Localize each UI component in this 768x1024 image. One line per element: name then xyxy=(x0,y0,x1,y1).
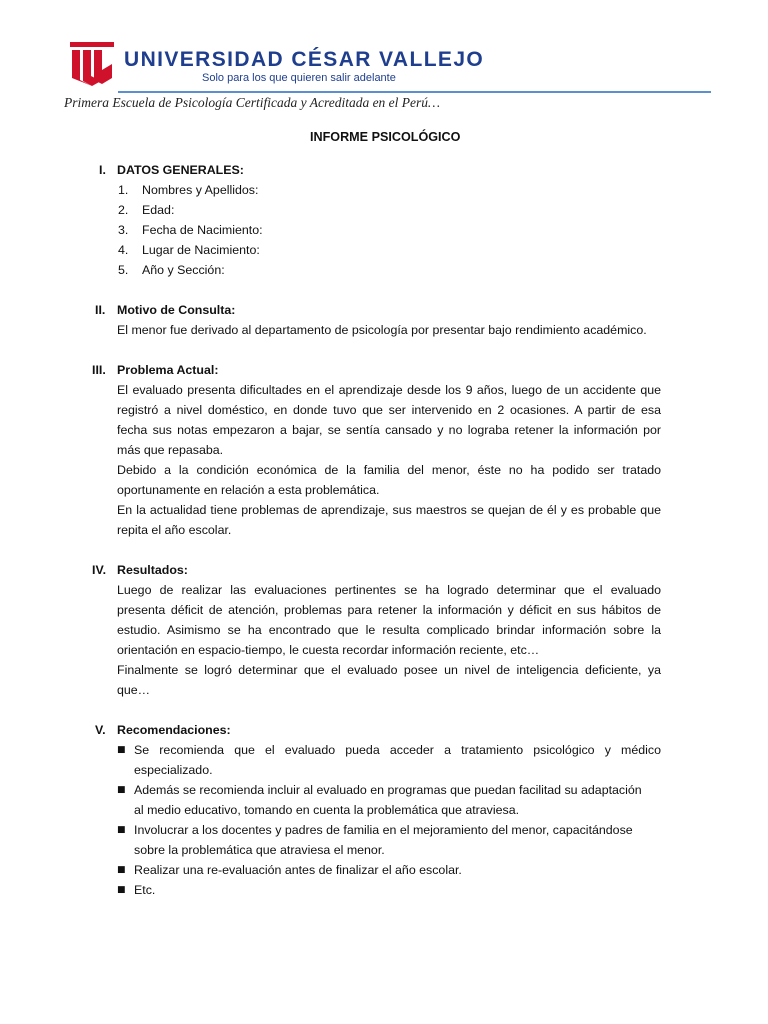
list-item-number: 1. xyxy=(118,183,129,197)
university-name: UNIVERSIDAD CÉSAR VALLEJO xyxy=(124,48,485,71)
paragraph-line: El menor fue derivado al departamento de psicología por presentar bajo rendimiento académico. xyxy=(117,323,647,337)
list-item: Lugar de Nacimiento: xyxy=(142,243,260,257)
header-tagline: Primera Escuela de Psicología Certificada y Acreditada en el Perú… xyxy=(64,95,441,110)
bullet-icon: ■ xyxy=(117,745,126,755)
list-item: Nombres y Apellidos: xyxy=(142,183,259,197)
paragraph-line: Debido a la condición económica de la familia del menor, éste no ha podido ser tratado xyxy=(117,463,661,477)
section-1-heading: DATOS GENERALES: xyxy=(117,163,244,177)
section-3-numeral: III. xyxy=(92,363,106,377)
bullet-icon: ■ xyxy=(117,825,126,835)
bullet-item: Involucrar a los docentes y padres de familia en el mejoramiento del menor, capacitándose xyxy=(134,823,633,837)
bullet-icon: ■ xyxy=(117,785,126,795)
paragraph-line: Luego de realizar las evaluaciones pertinentes se ha logrado determinar que el evaluado xyxy=(117,583,661,597)
paragraph-line: orientación en espacio-tiempo, le cuesta recordar información reciente, etc… xyxy=(117,643,540,657)
bullet-item: Realizar una re-evaluación antes de finalizar el año escolar. xyxy=(134,863,462,877)
header-divider xyxy=(118,91,711,93)
list-item: Año y Sección: xyxy=(142,263,225,277)
section-4-heading: Resultados: xyxy=(117,563,188,577)
paragraph-line: Finalmente se logró determinar que el evaluado posee un nivel de inteligencia deficiente, ya xyxy=(117,663,661,677)
list-item-number: 3. xyxy=(118,223,129,237)
bullet-icon: ■ xyxy=(117,865,126,875)
bullet-item: Se recomienda que el evaluado pueda acceder a tratamiento psicológico y médico xyxy=(134,743,661,757)
list-item-number: 4. xyxy=(118,243,129,257)
section-3-heading: Problema Actual: xyxy=(117,363,219,377)
paragraph-line: presenta déficit de atención, problemas para retener la información y déficit en sus hábitos de xyxy=(117,603,661,617)
bullet-item-continuation: especializado. xyxy=(134,763,213,777)
list-item-number: 2. xyxy=(118,203,129,217)
list-item-number: 5. xyxy=(118,263,129,277)
paragraph-line: estudio. Asimismo se ha encontrado que le resulta complicado brindar información sobre la xyxy=(117,623,661,637)
section-2-heading: Motivo de Consulta: xyxy=(117,303,236,317)
list-item: Edad: xyxy=(142,203,175,217)
paragraph-line: oportunamente en relación a esta problemática. xyxy=(117,483,380,497)
paragraph-line: registró a nivel doméstico, en donde tuvo que ser intervenido en 2 ocasiones. A partir de esa xyxy=(117,403,661,417)
bullet-icon: ■ xyxy=(117,885,126,895)
paragraph-line: El evaluado presenta dificultades en el aprendizaje desde los 9 años, luego de un accidente que xyxy=(117,383,661,397)
section-5-heading: Recomendaciones: xyxy=(117,723,231,737)
paragraph-line: En la actualidad tiene problemas de aprendizaje, sus maestros se quejan de él y es probable que xyxy=(117,503,661,517)
list-item: Fecha de Nacimiento: xyxy=(142,223,263,237)
ucv-logo-icon xyxy=(68,40,116,86)
document-title: INFORME PSICOLÓGICO xyxy=(310,130,461,144)
bullet-item-continuation: sobre la problemática que atraviesa el menor. xyxy=(134,843,385,857)
paragraph-line: repita el año escolar. xyxy=(117,523,232,537)
paragraph-line: fecha sus notas empezaron a bajar, se sentía cansado y no lograba retener la información por xyxy=(117,423,661,437)
bullet-item-continuation: al medio educativo, tomando en cuenta la problemática que atraviesa. xyxy=(134,803,520,817)
section-2-numeral: II. xyxy=(95,303,106,317)
section-5-numeral: V. xyxy=(95,723,106,737)
bullet-item: Además se recomienda incluir al evaluado en programas que puedan facilitad su adaptación xyxy=(134,783,642,797)
paragraph-line: más que repasaba. xyxy=(117,443,224,457)
paragraph-line: que… xyxy=(117,683,151,697)
bullet-item: Etc. xyxy=(134,883,156,897)
section-1-numeral: I. xyxy=(99,163,106,177)
university-slogan: Solo para los que quieren salir adelante xyxy=(202,72,396,84)
section-4-numeral: IV. xyxy=(92,563,107,577)
